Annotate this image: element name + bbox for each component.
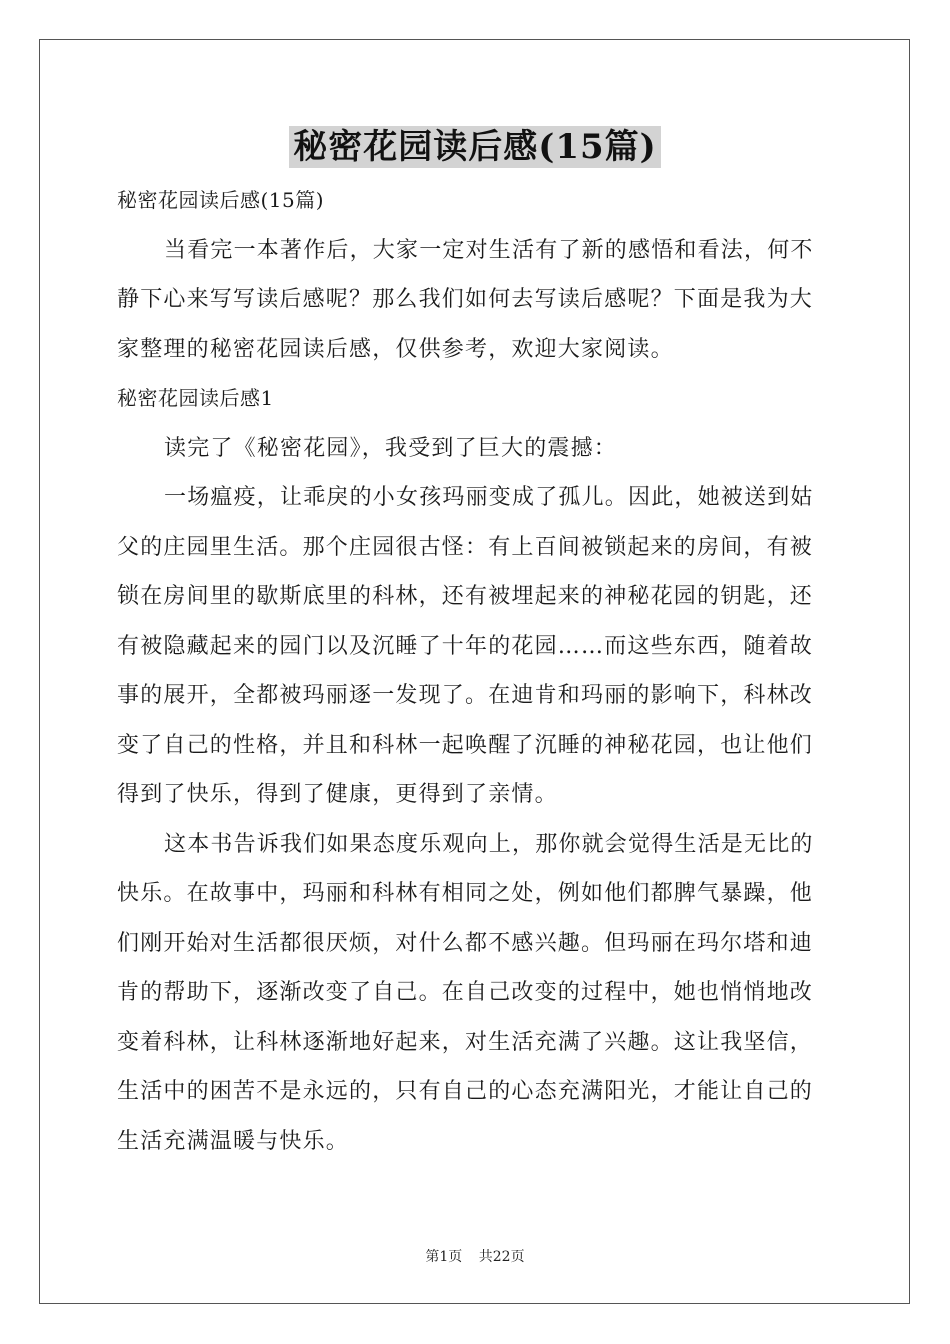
text-line: 得到了快乐，得到了健康，更得到了亲情。 [117,782,558,807]
page-number: 第1页 [425,1249,463,1265]
text-line: 父的庄园里生活。那个庄园很古怪：有上百间被锁起来的房间，有被 [117,534,814,560]
text-line: 秘密花园读后感(15篇) [117,188,325,212]
page-footer [0,1246,950,1266]
text-line: 有被隐藏起来的园门以及沉睡了十年的花园……而这些东西，随着故 [117,633,814,659]
text-line: 变着科林，让科林逐渐地好起来，对生活充满了兴趣。这让我坚信， [117,1029,814,1055]
document-body [117,176,835,1166]
text-line: 一场瘟疫，让乖戾的小女孩玛丽变成了孤儿。因此，她被送到姑 [164,485,814,510]
document-title: 秘密花园读后感(15篇) [289,126,661,168]
text-line: 秘密花园读后感1 [117,386,274,410]
text-line: 这本书告诉我们如果态度乐观向上，那你就会觉得生活是无比的 [164,831,814,857]
text-line: 肯的帮助下，逐渐改变了自己。在自己改变的过程中，她也悄悄地改 [117,980,814,1005]
text-line: 变了自己的性格，并且和科林一起唤醒了沉睡的神秘花园，也让他们 [117,732,814,758]
text-line: 生活中的困苦不是永远的，只有自己的心态充满阳光，才能让自己的 [117,1079,814,1104]
text-line: 们刚开始对生活都很厌烦，对什么都不感兴趣。但玛丽在玛尔塔和迪 [117,930,814,956]
text-line: 锁在房间里的歇斯底里的科林，还有被埋起来的神秘花园的钥匙，还 [117,584,814,609]
text-line: 事的展开，全都被玛丽逐一发现了。在迪肯和玛丽的影响下，科林改 [117,683,814,708]
text-line: 静下心来写写读后感呢？那么我们如何去写读后感呢？下面是我为大 [117,287,814,312]
title-container [0,126,950,168]
text-line: 家整理的秘密花园读后感，仅供参考，欢迎大家阅读。 [117,336,674,362]
text-line: 读完了《秘密花园》，我受到了巨大的震撼： [164,435,618,461]
page-total: 共22页 [478,1249,525,1265]
text-line: 快乐。在故事中，玛丽和科林有相同之处，例如他们都脾气暴躁，他 [117,881,814,906]
text-line: 当看完一本著作后，大家一定对生活有了新的感悟和看法，何不 [164,237,814,263]
text-line: 生活充满温暖与快乐。 [117,1128,350,1154]
